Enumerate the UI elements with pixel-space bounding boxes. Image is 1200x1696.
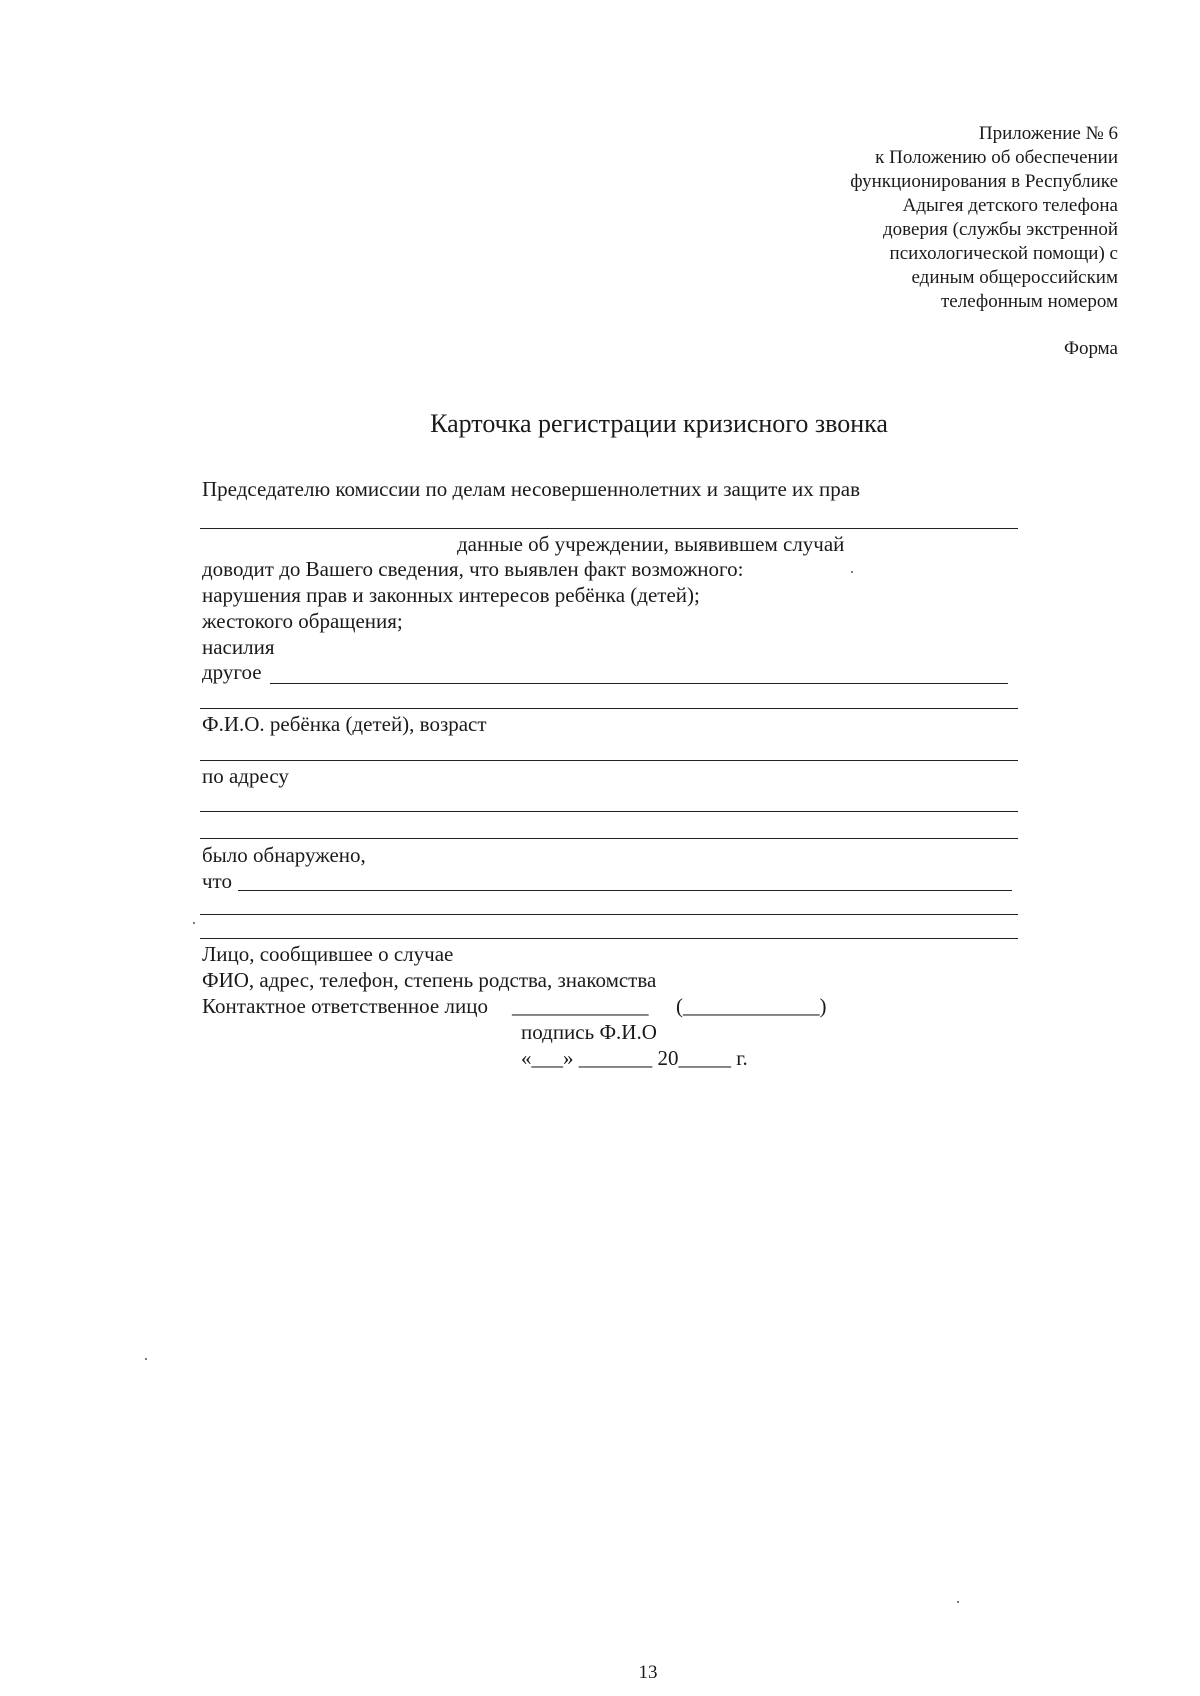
appendix-line: к Положению об обеспечении xyxy=(875,147,1118,168)
child-name-age-label: Ф.И.О. ребёнка (детей), возраст xyxy=(202,712,487,736)
institution-field-line[interactable] xyxy=(200,528,1018,529)
scan-speck xyxy=(957,1601,959,1603)
appendix-line: психологической помощи) с xyxy=(889,243,1118,264)
scan-speck xyxy=(145,1358,147,1360)
signature-blank[interactable]: _____________ xyxy=(512,994,649,1018)
option-other-label: другое xyxy=(202,660,262,684)
option-rights: нарушения прав и законных интересов ребёнка (детей); xyxy=(202,583,700,607)
appendix-line: Приложение № 6 xyxy=(978,123,1118,144)
date-line[interactable]: «___» _______ 20_____ г. xyxy=(521,1046,748,1070)
option-violence: насилия xyxy=(202,635,275,659)
other-field-line[interactable] xyxy=(270,683,1008,684)
reporter-label: Лицо, сообщившее о случае xyxy=(202,942,454,966)
appendix-line: доверия (службы экстренной xyxy=(883,219,1118,240)
what-field-line-3[interactable] xyxy=(200,938,1018,939)
contact-person-label: Контактное ответственное лицо xyxy=(202,994,488,1018)
other-continuation-line[interactable] xyxy=(200,708,1018,709)
address-label: по адресу xyxy=(202,764,289,788)
appendix-line: телефонным номером xyxy=(941,291,1118,312)
scan-speck xyxy=(193,922,195,924)
what-field-line-2[interactable] xyxy=(200,914,1018,915)
document-title: Карточка регистрации кризисного звонка xyxy=(430,409,888,438)
what-field-line[interactable] xyxy=(238,890,1012,891)
page-number: 13 xyxy=(638,1662,658,1683)
option-cruelty: жестокого обращения; xyxy=(202,609,403,633)
address-field-line-2[interactable] xyxy=(200,838,1018,839)
scan-speck xyxy=(851,571,853,573)
notice-text: доводит до Вашего сведения, что выявлен факт возможного: xyxy=(202,557,744,581)
name-blank[interactable]: (_____________) xyxy=(676,994,827,1018)
institution-caption: данные об учреждении, выявившем случай xyxy=(457,532,845,556)
child-field-line[interactable] xyxy=(200,760,1018,761)
appendix-reference xyxy=(850,122,1118,314)
appendix-line: единым общероссийским xyxy=(911,267,1118,288)
addressee-line: Председателю комиссии по делам несовершеннолетних и защите их прав xyxy=(202,477,860,501)
appendix-line: функционирования в Республике xyxy=(850,171,1118,192)
appendix-line: Адыгея детского телефона xyxy=(902,195,1118,216)
form-label: Форма xyxy=(1063,338,1118,359)
found-label: было обнаружено, xyxy=(202,843,366,867)
what-label: что xyxy=(202,869,232,893)
reporter-details-label: ФИО, адрес, телефон, степень родства, знакомства xyxy=(202,968,657,992)
address-field-line[interactable] xyxy=(200,811,1018,812)
signature-caption: подпись Ф.И.О xyxy=(521,1020,657,1044)
